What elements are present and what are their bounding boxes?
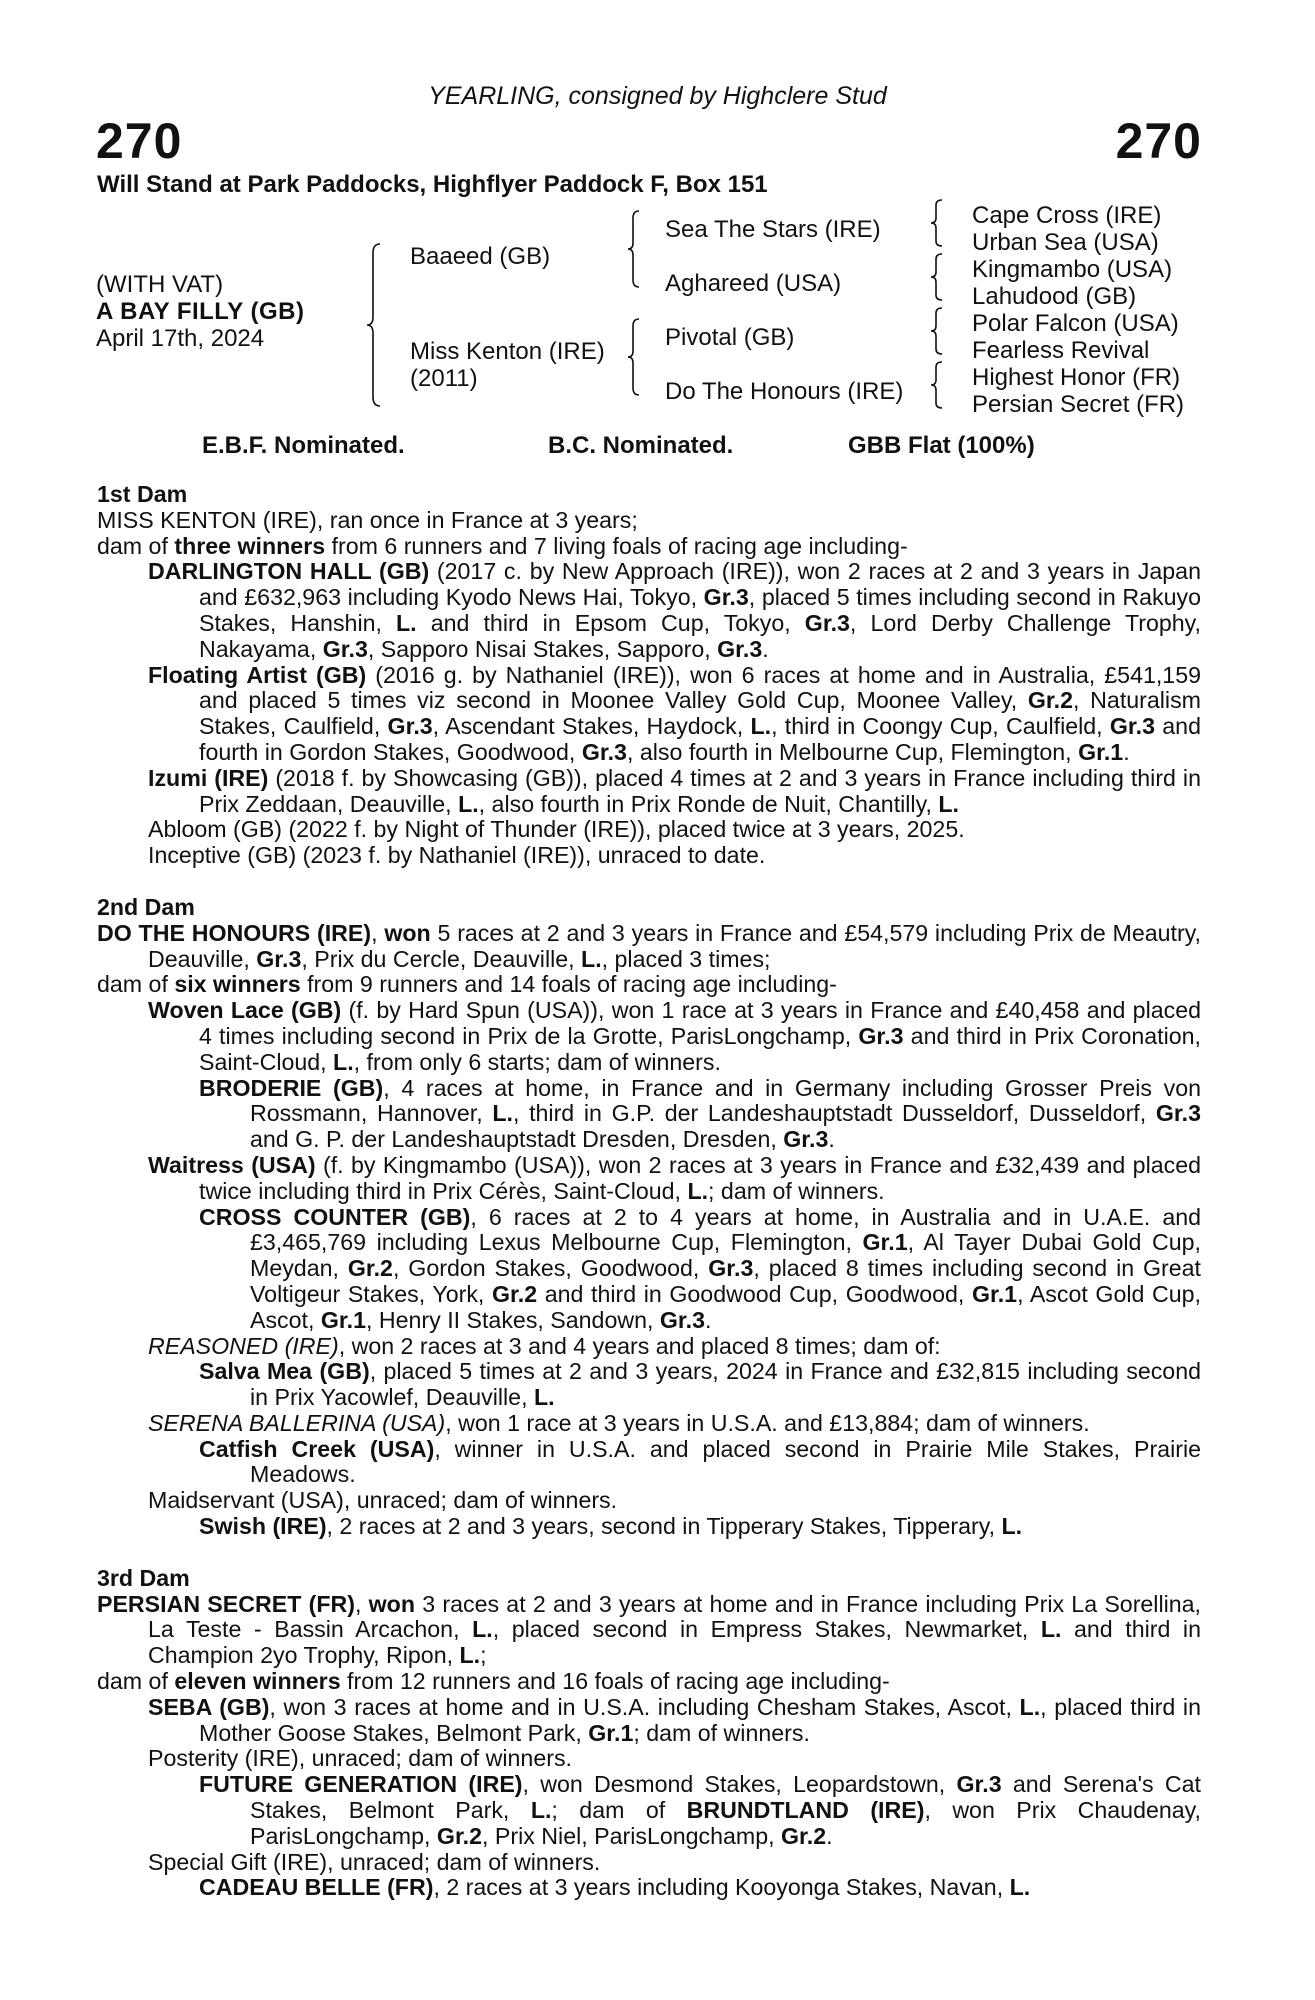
- pedigree-gen3-2: Urban Sea (USA): [972, 229, 1159, 256]
- pedigree-gen3-7: Highest Honor (FR): [972, 364, 1181, 391]
- pedigree-brace-gen3-2: [930, 253, 944, 301]
- pedigree-sire-dam: Aghareed (USA): [665, 270, 842, 297]
- pedigree-gen3-1: Cape Cross (IRE): [972, 202, 1162, 229]
- pedigree-gen3-5: Polar Falcon (USA): [972, 310, 1179, 337]
- stabling-line: Will Stand at Park Paddocks, Highflyer Paddock F, Box 151: [97, 171, 768, 198]
- foaling-date: April 17th, 2024: [96, 325, 265, 352]
- pedigree-gen3-4: Lahudood (GB): [972, 283, 1137, 310]
- pedigree-entry: CROSS COUNTER (GB), 6 races at 2 to 4 years at home, in Australia and in U.A.E. and £3,465,769 including Lexus Melbourne Cup, Flemington, Gr.1, Al Tayer Dubai Gold Cup, Meydan, Gr.2, Gordon Stakes, Goodwood, Gr.3, placed 8 times including second in Great Voltigeur Stakes, York, Gr.2 and third in Goodwood Cup, Goodwood, Gr.1, Ascot Gold Cup, Ascot, Gr.1, Henry II Stakes, Sandown, Gr.3.: [199, 1203, 1202, 1333]
- section-heading: 1st Dam: [97, 481, 188, 507]
- pedigree-entry: Floating Artist (GB) (2016 g. by Nathaniel (IRE)), won 6 races at home and in Australia, £541,159 and placed 5 times viz second in Moonee Valley Gold Cup, Moonee Valley, Gr.2, Naturalism Stakes, Caulfield, Gr.3, Ascendant Stakes, Haydock, L., third in Coongy Cup, Caulfield, Gr.3 and fourth in Gordon Stakes, Goodwood, Gr.3, also fourth in Melbourne Cup, Flemington, Gr.1.: [148, 661, 1201, 765]
- pedigree-gen3-8: Persian Secret (FR): [972, 391, 1185, 418]
- pedigree-entry: dam of three winners from 6 runners and 7 living foals of racing age including-: [97, 532, 908, 559]
- pedigree-entry: MISS KENTON (IRE), ran once in France at 3 years;: [97, 506, 638, 533]
- pedigree-brace-gen3-4: [930, 361, 944, 409]
- consignment-line: YEARLING, consigned by Highclere Stud: [428, 82, 887, 110]
- pedigree-entry: DARLINGTON HALL (GB) (2017 c. by New Approach (IRE)), won 2 races at 2 and 3 years in Japan and £632,963 including Kyodo News Hai, Tokyo, Gr.3, placed 5 times including second in Rakuyo Stakes, Hanshin, L. and third in Epsom Cup, Tokyo, Gr.3, Lord Derby Challenge Trophy, Nakayama, Gr.3, Sapporo Nisai Stakes, Sapporo, Gr.3.: [148, 558, 1201, 662]
- pedigree-entry: Maidservant (USA), unraced; dam of winners.: [148, 1487, 618, 1514]
- pedigree-dam-year: (2011): [410, 365, 478, 392]
- pedigree-sire: Baaeed (GB): [410, 243, 551, 270]
- pedigree-entry: SERENA BALLERINA (USA), won 1 race at 3 years in U.S.A. and £13,884; dam of winners.: [148, 1409, 1090, 1436]
- pedigree-brace-sire: [627, 210, 641, 288]
- gbb-flat: GBB Flat (100%): [848, 432, 1035, 459]
- section-gap: [97, 1540, 1201, 1566]
- pedigree-entry: Inceptive (GB) (2023 f. by Nathaniel (IRE)), unraced to date.: [148, 842, 766, 869]
- pedigree-entry: Catfish Creek (USA), winner in U.S.A. and placed second in Prairie Mile Stakes, Prairie Meadows.: [199, 1435, 1202, 1488]
- lot-name: A BAY FILLY (GB): [96, 298, 305, 325]
- pedigree-entry: FUTURE GENERATION (IRE), won Desmond Stakes, Leopardstown, Gr.3 and Serena's Cat Stakes, Belmont Park, L.; dam of BRUNDTLAND (IRE), won Prix Chaudenay, ParisLongchamp, Gr.2, Prix Niel, ParisLongchamp, Gr.2.: [199, 1771, 1201, 1849]
- pedigree-dam-dam: Do The Honours (IRE): [665, 378, 904, 405]
- ebf-nomination: E.B.F. Nominated.: [202, 432, 405, 459]
- lot-number-left: 270: [96, 113, 183, 169]
- pedigree-entry: dam of eleven winners from 12 runners and 16 foals of racing age including-: [97, 1668, 890, 1695]
- catalogue-body: [97, 482, 1201, 1901]
- pedigree-gen3-6: Fearless Revival: [972, 337, 1150, 364]
- pedigree-sire-sire: Sea The Stars (IRE): [665, 216, 881, 243]
- pedigree-brace-dam: [627, 318, 641, 396]
- pedigree-entry: dam of six winners from 9 runners and 14 foals of racing age including-: [97, 971, 837, 998]
- pedigree-entry: Waitress (USA) (f. by Kingmambo (USA)), won 2 races at 3 years in France and £32,439 and placed twice including third in Prix Cérès, Saint-Cloud, L.; dam of winners.: [148, 1151, 1202, 1204]
- pedigree-gen3-3: Kingmambo (USA): [972, 256, 1173, 283]
- pedigree-dam-sire: Pivotal (GB): [665, 324, 795, 351]
- pedigree-entry: BRODERIE (GB), 4 races at home, in France and in Germany including Grosser Preis von Rossmann, Hannover, L., third in G.P. der Landeshauptstadt Dusseldorf, Dusseldorf, Gr.3 and G. P. der Landeshauptstadt Dresden, Dresden, Gr.3.: [199, 1074, 1201, 1153]
- pedigree-entry: CADEAU BELLE (FR), 2 races at 3 years including Kooyonga Stakes, Navan, L.: [199, 1874, 1031, 1901]
- pedigree-brace-gen1: [366, 243, 382, 407]
- pedigree-dam: Miss Kenton (IRE): [410, 338, 605, 365]
- pedigree-entry: DO THE HONOURS (IRE), won 5 races at 2 and 3 years in France and £54,579 including Prix de Meautry, Deauville, Gr.3, Prix du Cercle, Deauville, L., placed 3 times;: [97, 919, 1202, 972]
- pedigree-brace-gen3-3: [930, 307, 944, 355]
- section-gap: [97, 869, 1201, 895]
- pedigree-entry: Posterity (IRE), unraced; dam of winners.: [148, 1745, 572, 1772]
- pedigree-entry: Special Gift (IRE), unraced; dam of winners.: [148, 1848, 601, 1875]
- pedigree-entry: Abloom (GB) (2022 f. by Night of Thunder (IRE)), placed twice at 3 years, 2025.: [148, 816, 965, 843]
- vat-note: (WITH VAT): [96, 271, 224, 298]
- pedigree-entry: Swish (IRE), 2 races at 2 and 3 years, second in Tipperary Stakes, Tipperary, L.: [199, 1513, 1023, 1540]
- pedigree-entry: REASONED (IRE), won 2 races at 3 and 4 years and placed 8 times; dam of:: [148, 1332, 941, 1359]
- lot-number-right: 270: [1115, 113, 1202, 169]
- section-heading: 3rd Dam: [97, 1564, 190, 1591]
- pedigree-entry: Woven Lace (GB) (f. by Hard Spun (USA)), won 1 race at 3 years in France and £40,458 and placed 4 times including second in Prix de la Grotte, ParisLongchamp, Gr.3 and third in Prix Coronation, Saint-Cloud, L., from only 6 starts; dam of winners.: [148, 997, 1201, 1075]
- pedigree-entry: PERSIAN SECRET (FR), won 3 races at 2 and 3 years at home and in France including Prix La Sorellina, La Teste - Bassin Arcachon, L., placed second in Empress Stakes, Newmarket, L. and third in Champion 2yo Trophy, Ripon, L.;: [97, 1590, 1201, 1669]
- bc-nomination: B.C. Nominated.: [548, 432, 734, 459]
- pedigree-entry: Izumi (IRE) (2018 f. by Showcasing (GB)), placed 4 times at 2 and 3 years in France including third in Prix Zeddaan, Deauville, L., also fourth in Prix Ronde de Nuit, Chantilly, L.: [148, 764, 1201, 817]
- section-heading: 2nd Dam: [97, 893, 195, 920]
- pedigree-brace-gen3-1: [930, 199, 944, 247]
- pedigree-entry: SEBA (GB), won 3 races at home and in U.S.A. including Chesham Stakes, Ascot, L., placed third in Mother Goose Stakes, Belmont Park, Gr.1; dam of winners.: [148, 1693, 1201, 1746]
- pedigree-entry: Salva Mea (GB), placed 5 times at 2 and 3 years, 2024 in France and £32,815 including second in Prix Yacowlef, Deauville, L.: [199, 1358, 1201, 1411]
